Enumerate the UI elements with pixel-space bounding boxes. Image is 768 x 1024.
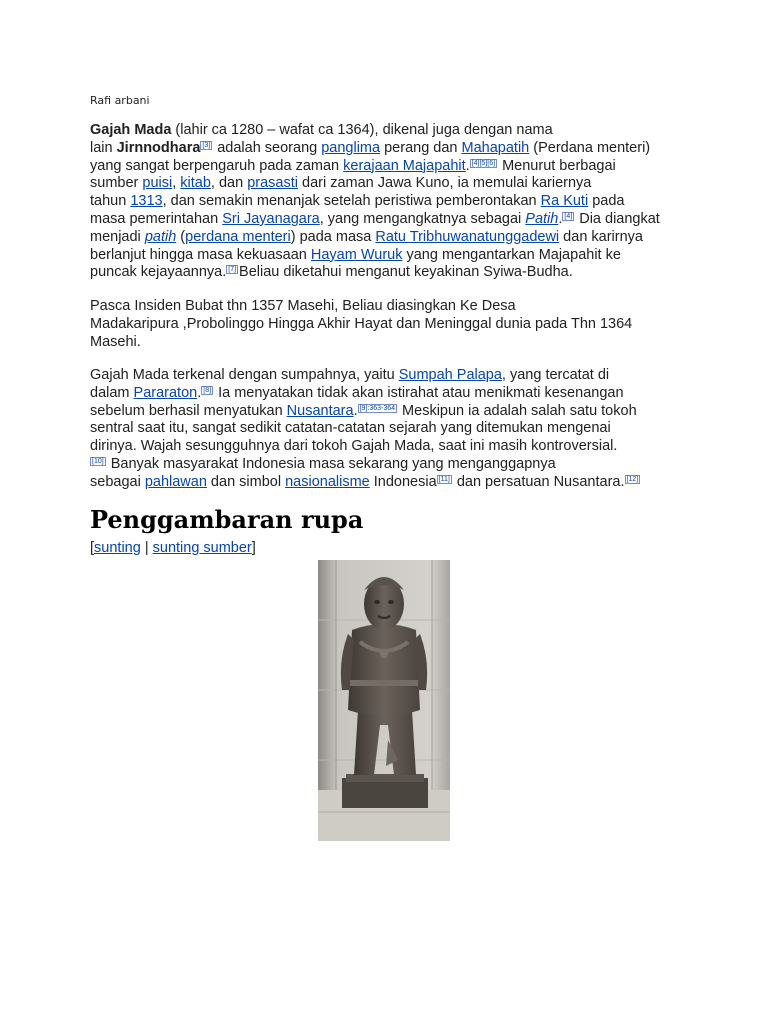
text-run: dan karirnya (559, 228, 643, 245)
text-run: Gajah Mada terkenal dengan sumpahnya, yaitu (90, 367, 399, 383)
intro-paragraph (90, 122, 685, 282)
link-1313[interactable]: 1313 (130, 193, 163, 210)
link-patih[interactable]: Patih (525, 210, 559, 227)
text-run: , (172, 175, 181, 192)
text-run: yang mengantarkan Majapahit ke (402, 246, 621, 263)
text-run: Dia diangkat (575, 210, 660, 227)
text-run: , yang tercatat di (501, 367, 610, 383)
p3-line-7 (90, 474, 685, 492)
section-heading: Penggambaran rupa (90, 505, 364, 534)
text-run: tahun (90, 193, 131, 210)
link-kitab[interactable]: kitab (180, 175, 211, 192)
link-mahapatih[interactable]: Mahapatih (461, 139, 530, 156)
text-run: , yang mengangkatnya sebagai (319, 210, 526, 227)
text-run: sebelum berhasil menyatukan (90, 402, 287, 419)
text-run: yang sangat berpengaruh pada zaman (90, 157, 344, 174)
text-run: sebagai (90, 473, 145, 490)
text-run: (lahir ca 1280 – wafat ca 1364), dikenal juga dengan nama (171, 122, 553, 138)
text-run: Meskipun ia adalah salah satu tokoh (398, 402, 637, 419)
bracket: ] (251, 540, 256, 556)
text-run: . (558, 210, 563, 227)
link-ra-kuti[interactable]: Ra Kuti (540, 193, 589, 210)
text-run: . (465, 157, 470, 174)
text-run: dari zaman Jawa Kuno, ia memulai kariernya (297, 175, 592, 192)
link-nusantara[interactable]: Nusantara (286, 402, 354, 419)
bracket: [ (90, 540, 95, 556)
author-name: Rafi arbani (90, 94, 150, 107)
text-run: perang dan (380, 139, 462, 156)
statue-photo (318, 560, 450, 841)
text-run: pada (588, 193, 625, 210)
citation-ref[interactable]: [10] (92, 457, 104, 465)
text-run: dalam (90, 384, 134, 401)
text-run: Ia menyatakan tidak akan istirahat atau menikmati kesenangan (214, 384, 624, 401)
link-patih-2[interactable]: patih (144, 228, 177, 245)
citation-ref[interactable]: [3] (202, 141, 211, 149)
text-run: . (197, 384, 202, 401)
citation-ref[interactable]: [7] (228, 266, 237, 274)
text-run: sumber (90, 175, 143, 192)
text-run: Beliau diketahui menganut keyakinan Syiwa-Budha. (239, 264, 573, 281)
citation-ref[interactable]: [12] (626, 475, 639, 483)
p1-line-6 (90, 211, 685, 229)
p3-line-3 (90, 403, 685, 421)
p1-line-9 (90, 264, 685, 282)
link-hayam-wuruk[interactable]: Hayam Wuruk (310, 246, 403, 263)
exile-paragraph (90, 298, 685, 351)
text-run: Menurut berbagai (498, 157, 616, 174)
citation-ref[interactable]: [11] (438, 475, 450, 483)
p2-line-2: Madakaripura ,Probolinggo Hingga Akhir Hayat dan Meninggal dunia pada Thn 1364 (90, 315, 633, 332)
link-pahlawan[interactable]: pahlawan (144, 473, 207, 490)
p1-line-3 (90, 158, 685, 176)
p3-line-6 (90, 456, 685, 474)
text-run: Banyak masyarakat Indonesia masa sekarang yang menganggapnya (106, 455, 556, 472)
link-panglima[interactable]: panglima (321, 139, 381, 156)
text-run: adalah seorang (213, 139, 322, 156)
text-run: ) pada masa (290, 228, 376, 245)
p3-line-5: dirinya. Wajah sesungguhnya dari tokoh Gajah Mada, saat ini masih kontroversial. (90, 438, 618, 455)
text-run: puncak kejayaannya. (90, 264, 227, 281)
p3-line-1 (90, 367, 685, 385)
link-prasasti[interactable]: prasasti (247, 175, 298, 192)
link-pararaton[interactable]: Pararaton (133, 384, 198, 401)
link-kerajaan-majapahit[interactable]: kerajaan Majapahit (343, 157, 466, 174)
oath-paragraph (90, 367, 685, 492)
link-puisi[interactable]: puisi (142, 175, 173, 192)
citation-ref[interactable]: [4] (564, 212, 573, 220)
separator: | (140, 540, 153, 556)
text-run: lain (90, 139, 117, 156)
link-sri-jayanagara[interactable]: Sri Jayanagara (222, 210, 320, 227)
link-nasionalisme[interactable]: nasionalisme (285, 473, 370, 490)
edit-link[interactable]: sunting (94, 540, 141, 556)
text-run: . (353, 402, 358, 419)
text-run: masa pemerintahan (90, 210, 223, 227)
text-run: Indonesia (369, 473, 437, 490)
edit-source-link[interactable]: sunting sumber (152, 540, 252, 556)
p2-line-3: Masehi. (90, 333, 141, 350)
text-run: dan persatuan Nusantara. (452, 473, 625, 490)
p1-line-1 (90, 122, 685, 140)
p1-line-4 (90, 175, 685, 193)
link-perdana-menteri[interactable]: perdana menteri (185, 228, 291, 245)
link-ratu-tribhuwanatunggadewi[interactable]: Ratu Tribhuwanatunggadewi (375, 228, 560, 245)
text-run: menjadi (90, 228, 145, 245)
text-run: (Perdana menteri) (529, 139, 651, 156)
subject-name: Gajah Mada (90, 122, 172, 138)
link-sumpah-palapa[interactable]: Sumpah Palapa (398, 367, 502, 383)
text-run: , dan semakin menanjak setelah peristiwa pemberontakan (162, 193, 541, 210)
p1-line-8 (90, 247, 685, 265)
p3-line-4: sentral saat itu, sangat sedikit catatan-catatan sejarah yang ditemukan mengenai (90, 420, 611, 437)
text-run: , dan (210, 175, 248, 192)
citation-ref[interactable]: [4][5][6] (471, 159, 496, 167)
subject-alias: Jirnnodhara (116, 139, 201, 156)
citation-ref[interactable]: [9]:363-364 (359, 404, 396, 412)
citation-ref[interactable]: [8] (203, 386, 212, 394)
text-run: ( (176, 228, 186, 245)
p1-line-7 (90, 229, 685, 247)
p3-line-2 (90, 385, 685, 403)
edit-links (90, 540, 256, 557)
text-run: dan simbol (206, 473, 286, 490)
p1-line-5 (90, 193, 685, 211)
text-run: berlanjut hingga masa kekuasaan (90, 246, 311, 263)
p1-line-2 (90, 140, 685, 158)
p2-line-1: Pasca Insiden Bubat thn 1357 Masehi, Beliau diasingkan Ke Desa (90, 298, 516, 314)
